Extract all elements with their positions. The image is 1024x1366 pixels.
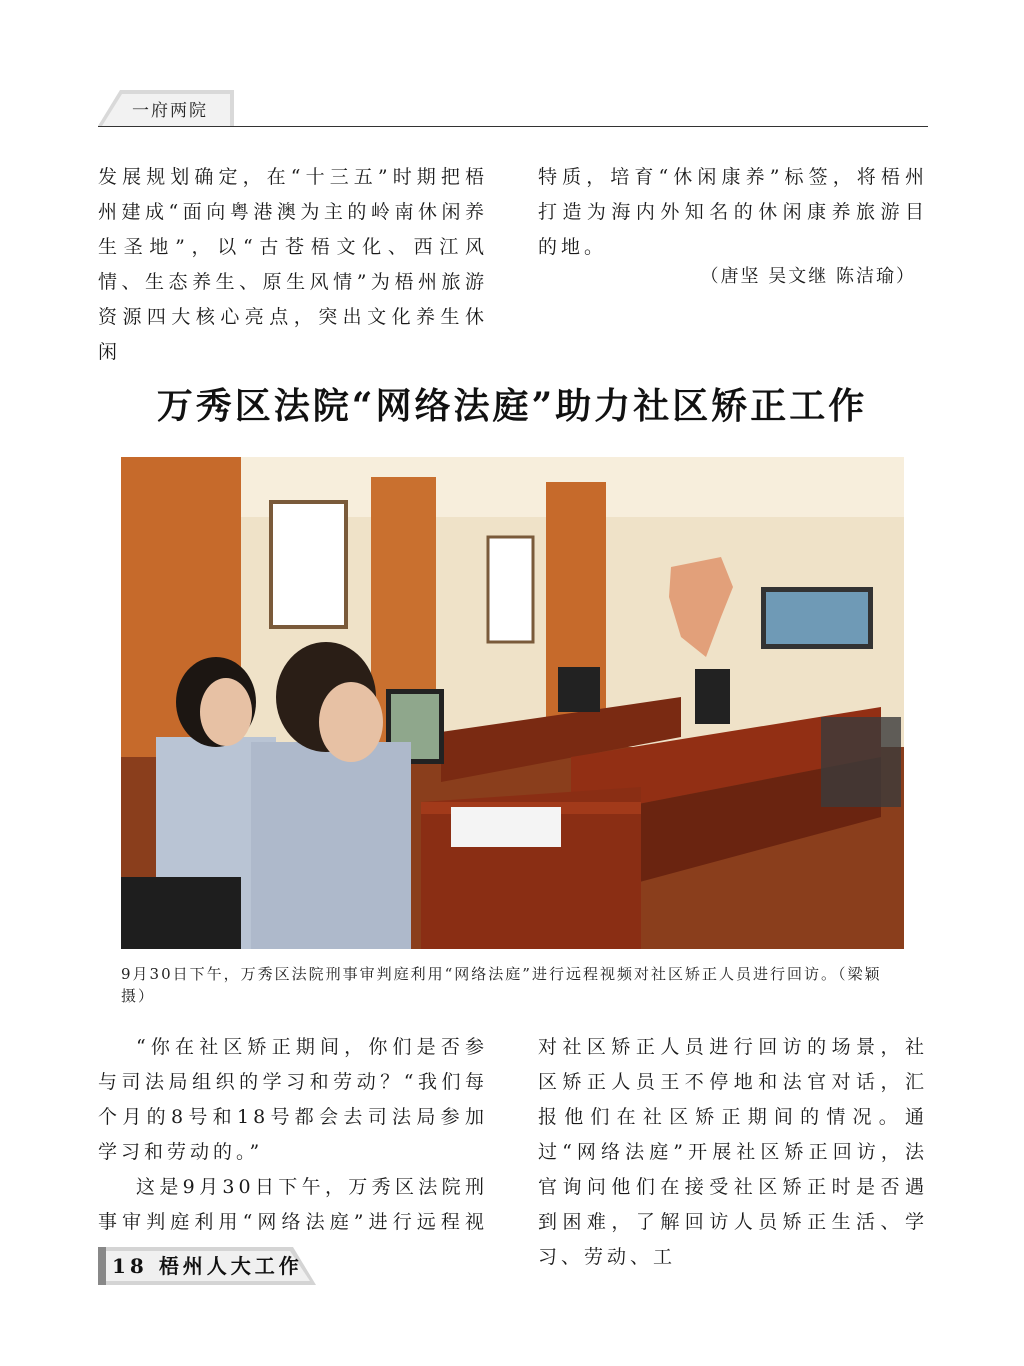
article-title: 万秀区法院“网络法庭”助力社区矫正工作: [156, 385, 868, 427]
body-paragraph-1: “你在社区矫正期间，你们是否参与司法局组织的学习和劳动？“我们每个月的8号和18号都会去司法局参加学习和劳动的。”: [98, 1036, 488, 1163]
page-number: 18: [112, 1254, 148, 1278]
byline: （唐坚 吴文继 陈洁瑜）: [700, 266, 916, 287]
body-column-left: [98, 1030, 488, 1275]
body-paragraph-3: 对社区矫正人员进行回访的场景，社区矫正人员王不停地和法官对话，汇报他们在社区矫正期间的情况。通过“网络法庭”开展社区矫正回访，法官询问他们在接受社区矫正时是否遇到困难，了解回访人员矫正生活、学习、劳动、工: [538, 1036, 928, 1268]
section-label: 一府两院: [132, 101, 208, 121]
footer-label: [112, 1250, 303, 1279]
top-right-text: 特质，培育“休闲康养”标签，将梧州打造为海内外知名的休闲康养旅游目的地。: [538, 166, 928, 258]
top-left-text: 发展规划确定，在“十三五”时期把梧州建成“面向粤港澳为主的岭南休闲养生圣地”，以“古苍梧文化、西江风情、生态养生、原生风情”为梧州旅游资源四大核心亮点，突出文化养生休闲: [98, 166, 488, 363]
photo-caption: 9月30日下午，万秀区法院刑事审判庭利用“网络法庭”进行远程视频对社区矫正人员进行回访。（梁颖 摄）: [121, 965, 882, 1005]
courtroom-photo: [121, 457, 904, 949]
publication-name: 梧州人大工作: [158, 1254, 303, 1278]
top-column-left: [98, 160, 488, 370]
body-paragraph-2: 这是9月30日下午，万秀区法院刑事审判庭利用“网络法庭”进行远程视: [98, 1176, 488, 1233]
header-rule: [98, 126, 928, 127]
body-column-right: [538, 1030, 928, 1275]
top-column-right: [538, 160, 928, 265]
